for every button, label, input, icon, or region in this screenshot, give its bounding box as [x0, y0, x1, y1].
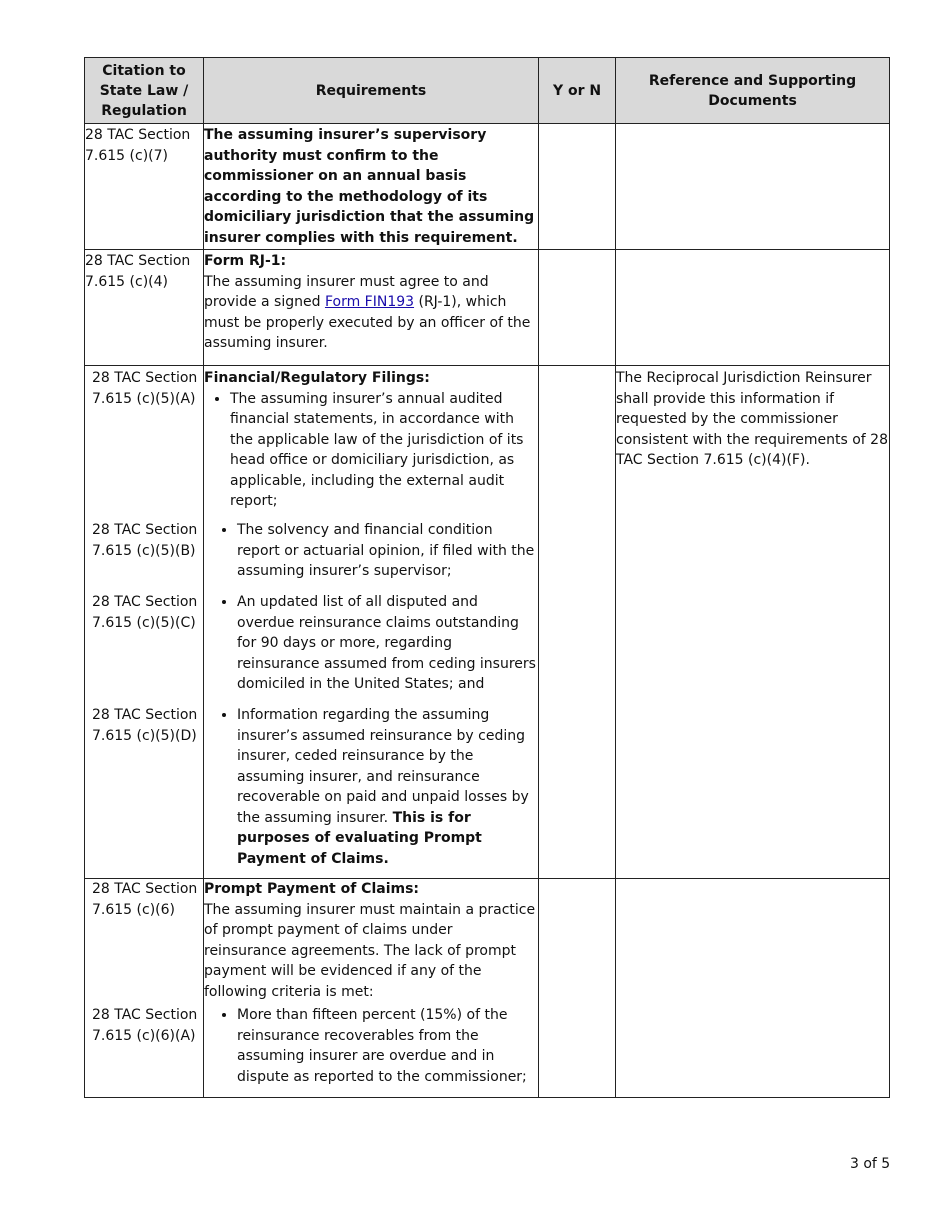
prompt-payment-criteria-list — [211, 1005, 536, 1087]
y-or-n-cell[interactable] — [539, 124, 616, 250]
citation-7615-c5d: 28 TAC Section 7.615 (c)(5)(D) — [92, 707, 198, 744]
document-page — [84, 57, 890, 1098]
citation-7615-c5a: 28 TAC Section 7.615 (c)(5)(A) — [92, 370, 198, 407]
prompt-payment-text: The assuming insurer must maintain a practice of prompt payment of claims under reinsurance agreements. The lack of prompt payment will be evidenced if any of the following criteria is met: — [204, 901, 536, 1000]
header-citation: Citation to State Law / Regulation — [85, 58, 204, 124]
citation-7615-c5b: 28 TAC Section 7.615 (c)(5)(B) — [92, 522, 198, 559]
citation-7615-c6: 28 TAC Section 7.615 (c)(6) — [92, 881, 198, 918]
financial-filings-title: Financial/Regulatory Filings: — [204, 370, 430, 386]
y-or-n-cell[interactable] — [539, 250, 616, 366]
table-row — [85, 250, 890, 366]
prompt-payment-purpose-note: This is for purposes of evaluating Prompt Payment of Claims. — [237, 809, 482, 867]
financial-filings-list — [204, 389, 538, 512]
citation-7615-c5c: 28 TAC Section 7.615 (c)(5)(C) — [92, 594, 198, 631]
list-item: • An updated list of all disputed and overdue reinsurance claims outstanding for 90 days or more, regarding reinsurance assumed from ceding insurers domiciled in the United States; and — [237, 592, 536, 695]
list-item: • More than fifteen percent (15%) of the reinsurance recoverables from the assuming insurer are overdue and in dispute as reported to the commissioner; — [237, 1005, 536, 1087]
header-requirements: Requirements — [204, 58, 539, 124]
y-or-n-cell[interactable] — [539, 366, 616, 879]
list-item: • Information regarding the assuming insurer’s assumed reinsurance by ceding insurer, ceded reinsurance by the assuming insurer, and reinsurance recoverable on paid and unpaid losses by the assuming insurer. This is for purposes of evaluating Prompt Payment of Claims. — [237, 705, 536, 869]
header-reference: Reference and Supporting Documents — [616, 58, 890, 124]
reference-cell — [616, 879, 890, 1098]
prompt-payment-title: Prompt Payment of Claims: — [204, 881, 420, 897]
table-row — [85, 124, 890, 250]
citation-7615-c7: 28 TAC Section 7.615 (c)(7) — [85, 127, 191, 164]
requirements-table — [84, 57, 890, 1098]
citation-7615-c6a: 28 TAC Section 7.615 (c)(6)(A) — [92, 1007, 198, 1044]
table-header-row — [85, 58, 890, 124]
page-number: 3 of 5 — [850, 1156, 891, 1172]
reciprocal-jurisdiction-reference: The Reciprocal Jurisdiction Reinsurer shall provide this information if requested by the commissioner consistent with the requirements of 28 TAC Section 7.615 (c)(4)(F). — [616, 370, 888, 468]
financial-filings-list — [211, 520, 536, 582]
form-rj1-text: The assuming insurer must agree to and provide a signed Form FIN193 (RJ-1), which must be properly executed by an officer of the assuming insurer. — [204, 273, 531, 351]
header-y-or-n: Y or N — [539, 58, 616, 124]
financial-filings-list — [211, 705, 536, 869]
citation-7615-c4: 28 TAC Section 7.615 (c)(4) — [85, 253, 191, 290]
table-row — [85, 366, 890, 879]
table-row — [85, 879, 890, 1098]
supervisory-confirmation-text: The assuming insurer’s supervisory authority must confirm to the commissioner on an annual basis according to the methodology of its domiciliary jurisdiction that the assuming insurer complies with this requirement. — [204, 127, 535, 246]
form-rj1-title: Form RJ-1: — [204, 253, 287, 269]
financial-filings-list — [211, 592, 536, 695]
list-item: • The solvency and financial condition report or actuarial opinion, if filed with the assuming insurer’s supervisor; — [237, 520, 536, 582]
form-fin193-link[interactable]: Form FIN193 — [324, 294, 415, 310]
list-item: • The assuming insurer’s annual audited financial statements, in accordance with the applicable law of the jurisdiction of its head office or domiciliary jurisdiction, as applicable, including the external audit report; — [230, 389, 538, 512]
reference-cell — [616, 250, 890, 366]
reference-cell — [616, 124, 890, 250]
y-or-n-cell[interactable] — [539, 879, 616, 1098]
